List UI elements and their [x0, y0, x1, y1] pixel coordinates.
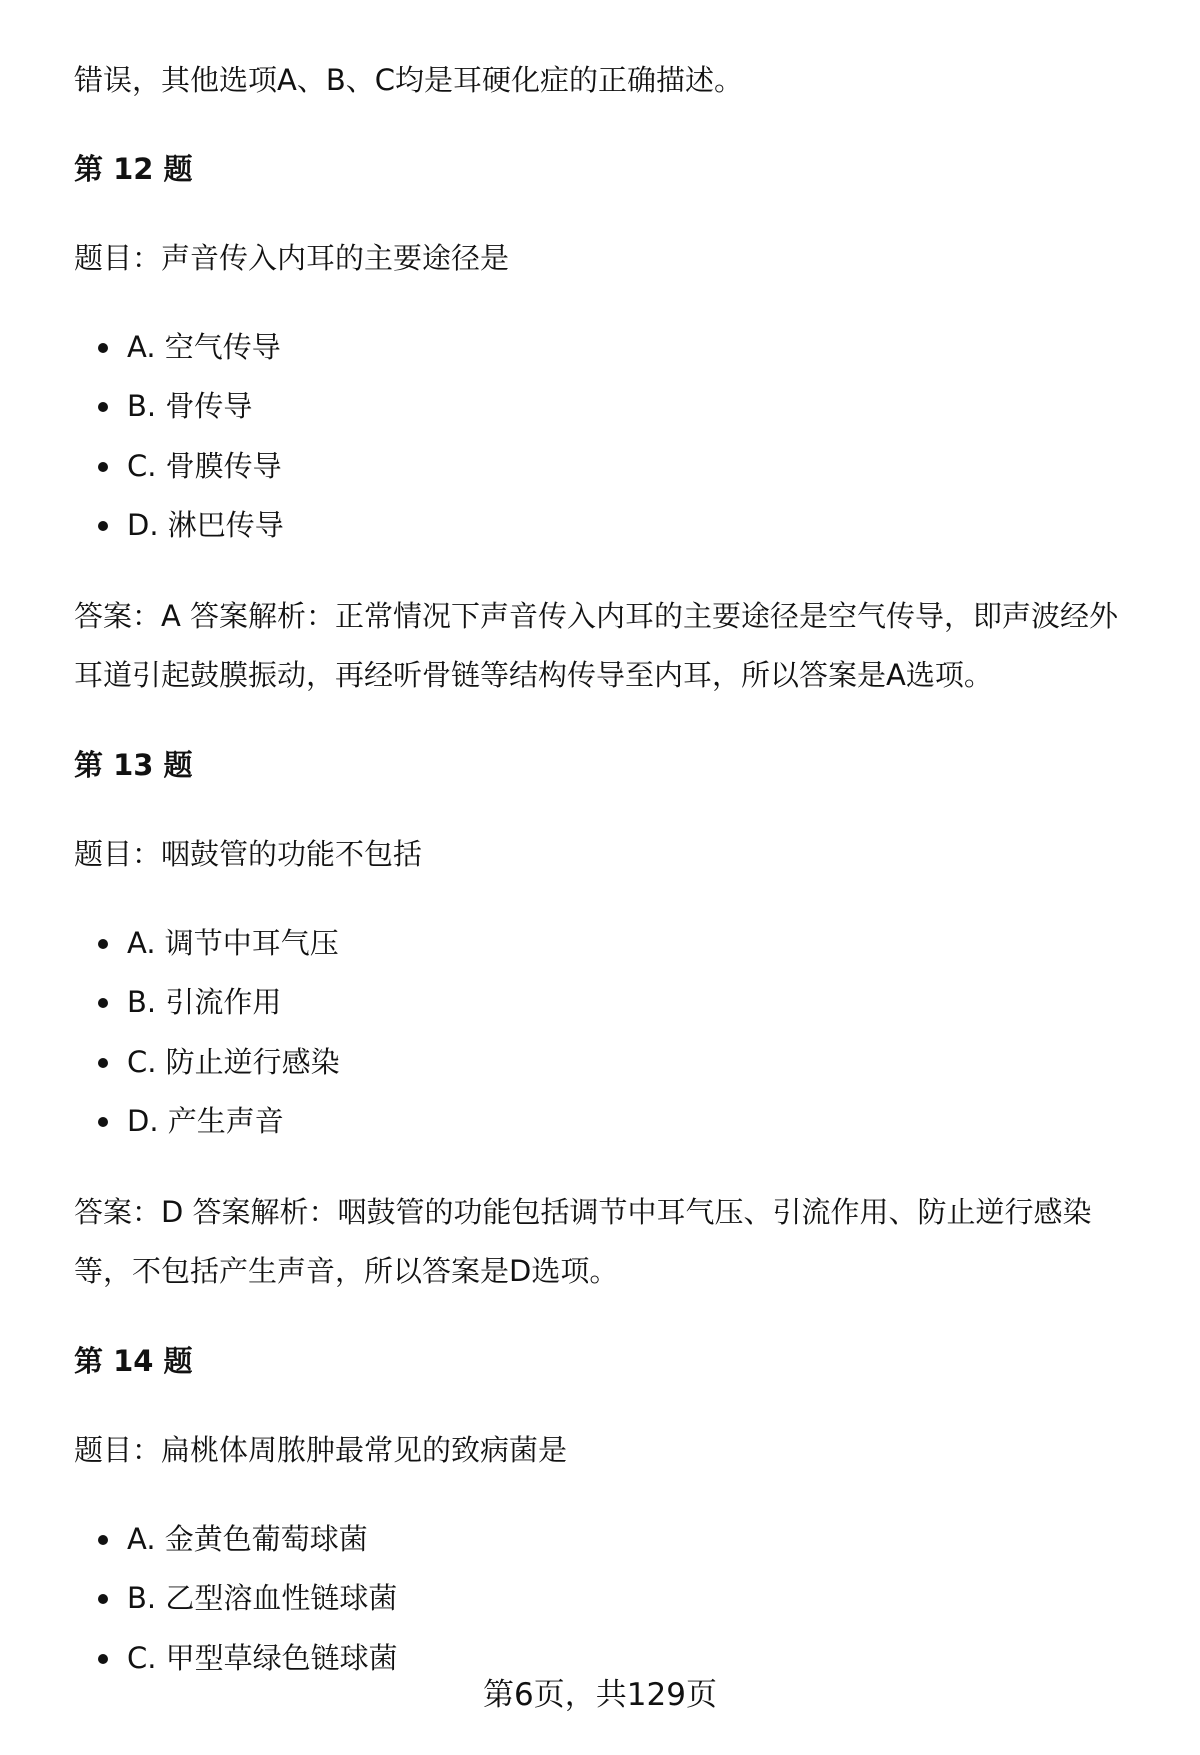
- question-12-answer-line-1: 答案：A 答案解析：正常情况下声音传入内耳的主要途径是空气传导，即声波经外: [74, 599, 1119, 633]
- bullet-icon: [98, 1654, 108, 1664]
- bullet-icon: [98, 402, 108, 412]
- question-12-stem: 题目：声音传入内耳的主要途径是: [74, 241, 510, 275]
- bullet-icon: [98, 343, 108, 353]
- bullet-icon: [98, 1594, 108, 1604]
- question-13-heading: 第 13 题: [74, 748, 193, 782]
- bullet-icon: [98, 521, 108, 531]
- bullet-icon: [98, 1535, 108, 1545]
- bullet-icon: [98, 1058, 108, 1068]
- bullet-icon: [98, 939, 108, 949]
- bullet-icon: [98, 998, 108, 1008]
- question-13-answer-line-1: 答案：D 答案解析：咽鼓管的功能包括调节中耳气压、引流作用、防止逆行感染: [74, 1195, 1092, 1229]
- previous-answer-continuation: 错误，其他选项A、B、C均是耳硬化症的正确描述。: [74, 63, 743, 97]
- question-12-answer-line-2: 耳道引起鼓膜振动，再经听骨链等结构传导至内耳，所以答案是A选项。: [74, 658, 993, 692]
- question-14-stem: 题目：扁桃体周脓肿最常见的致病菌是: [74, 1433, 568, 1467]
- page-number-footer: 第6页，共129页: [483, 1677, 717, 1713]
- question-12-heading: 第 12 题: [74, 152, 193, 186]
- bullet-icon: [98, 462, 108, 472]
- bullet-icon: [98, 1117, 108, 1127]
- question-14-heading: 第 14 题: [74, 1344, 193, 1378]
- question-13-answer-line-2: 等，不包括产生声音，所以答案是D选项。: [74, 1254, 619, 1288]
- question-13-stem: 题目：咽鼓管的功能不包括: [74, 837, 423, 871]
